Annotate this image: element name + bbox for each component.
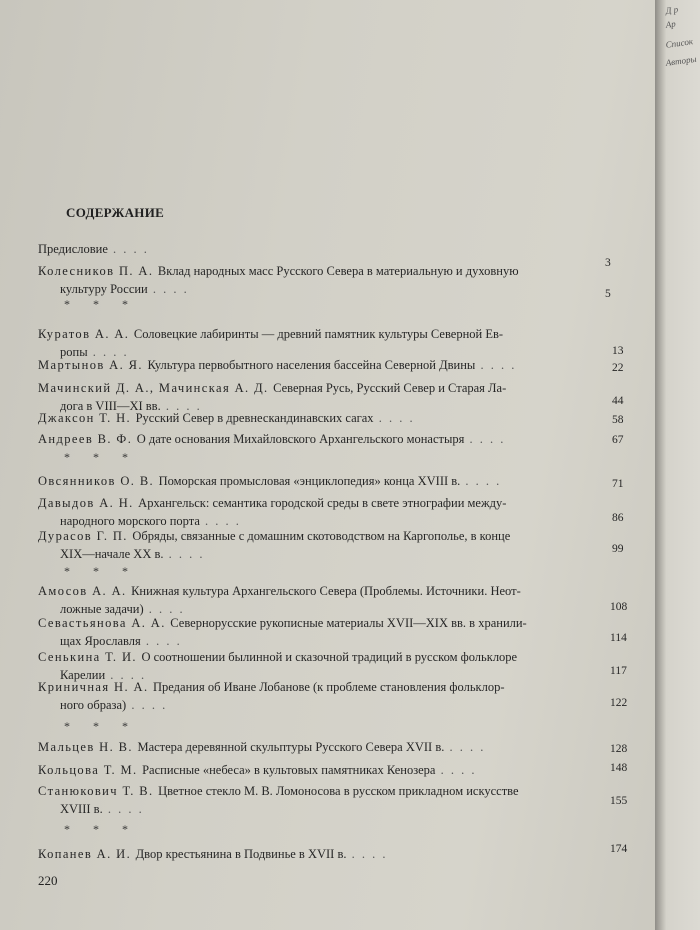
toc-author: Куратов А. А. <box>38 327 134 341</box>
next-page-edge <box>655 0 700 930</box>
toc-title-line: Соловецкие лабиринты — древний памятник культуры Северной Ев- <box>133 327 504 341</box>
toc-entry <box>38 494 618 530</box>
toc-author: Мачинский Д. А., Мачинская А. Д. <box>38 381 274 395</box>
toc-title-line: Поморская промысловая «энциклопедия» конца XVIII в. <box>158 474 461 488</box>
toc-page-number: 155 <box>610 795 628 807</box>
section-separator: * * * <box>64 297 138 311</box>
section-separator: * * * <box>64 450 138 464</box>
toc-page-number: 114 <box>610 632 627 644</box>
toc-page-number: 3 <box>605 257 611 269</box>
toc-title-line: дога в VIII—XI вв. <box>60 399 161 413</box>
leader-dots: . . . . <box>87 345 129 359</box>
toc-entry <box>38 356 618 374</box>
toc-entry <box>38 262 618 298</box>
toc-title-line: народного морского порта <box>60 514 200 528</box>
toc-page-number: 128 <box>610 743 628 755</box>
toc-title-line: Предания об Иване Лобанове (к проблеме становления фольклор- <box>153 680 505 694</box>
toc-title-line: О дате основания Михайловского Архангельского монастыря <box>136 432 465 446</box>
next-page-text: Д р <box>665 4 679 16</box>
toc-title-line: Мастера деревянной скульптуры Русского Севера XVII в. <box>137 740 445 754</box>
toc-page-number: 22 <box>612 362 624 374</box>
toc-title-line: Культура первобытного населения бассейна Северной Двины <box>147 358 476 372</box>
toc-entry <box>38 782 618 818</box>
toc-title-line: щах Ярославля <box>60 634 141 648</box>
toc-title-line: XIX—начале XX в. <box>60 547 164 561</box>
toc-author: Сенькина Т. И. <box>38 650 142 664</box>
toc-page-number: 86 <box>612 512 624 524</box>
toc-entry <box>38 409 618 427</box>
toc-page-number: 44 <box>612 395 624 407</box>
leader-dots: . . . . <box>163 547 205 561</box>
leader-dots: . . . . <box>346 847 388 861</box>
toc-author: Давыдов А. Н. <box>38 496 139 510</box>
toc-author: Кольцова Т. М. <box>38 763 143 777</box>
toc-author: Дурасов Г. П. <box>38 529 133 543</box>
toc-page-number: 148 <box>610 762 628 774</box>
toc-title-line: ропы <box>60 345 88 359</box>
toc-page-number: 108 <box>610 601 628 613</box>
leader-dots: . . . . <box>107 242 149 256</box>
leader-dots: . . . . <box>444 740 486 754</box>
toc-entry <box>38 472 618 490</box>
toc-page-number: 13 <box>612 345 624 357</box>
toc-page-number: 67 <box>612 434 624 446</box>
toc-author: Колесников П. А. <box>38 264 158 278</box>
page-title: СОДЕРЖАНИЕ <box>66 205 165 220</box>
toc-title-line: Цветное стекло М. В. Ломоносова в русском прикладном искусстве <box>158 784 519 798</box>
toc-title-line: Севернорусские рукописные материалы XVII—XIX вв. в хранили- <box>170 616 527 630</box>
leader-dots: . . . . <box>102 802 144 816</box>
toc-title-line: Архангельск: семантика городской среды в свете этнографии между- <box>138 496 507 510</box>
toc-entry <box>38 582 618 618</box>
toc-entry <box>38 614 618 650</box>
toc-entry <box>38 240 618 258</box>
toc-title-line: Вклад народных масс Русского Севера в материальную и духовную <box>157 264 519 278</box>
toc-page-number: 174 <box>610 843 628 855</box>
toc-page-number: 58 <box>612 414 624 426</box>
leader-dots: . . . . <box>435 763 477 777</box>
toc-page-number: 5 <box>605 288 611 300</box>
leader-dots: . . . . <box>140 634 182 648</box>
toc-title-line: Северная Русь, Русский Север и Старая Ла- <box>273 381 507 395</box>
toc-title-line: ного образа) <box>60 698 127 712</box>
leader-dots: . . . . <box>373 411 415 425</box>
leader-dots: . . . . <box>126 698 168 712</box>
toc-entry <box>38 527 618 563</box>
toc-author: Севастьянова А. А. <box>38 616 171 630</box>
toc-author: Джаксон Т. Н. <box>38 411 136 425</box>
toc-entry <box>38 845 618 863</box>
leader-dots: . . . . <box>160 399 202 413</box>
toc-title-line: ложные задачи) <box>60 602 144 616</box>
toc-title-line: Двор крестьянина в Подвинье в XVII в. <box>135 847 347 861</box>
toc-title-line: культуру России <box>60 282 148 296</box>
section-separator: * * * <box>64 719 138 733</box>
toc-author: Андреев В. Ф. <box>38 432 137 446</box>
toc-page-number: 99 <box>612 543 624 555</box>
section-separator: * * * <box>64 822 138 836</box>
leader-dots: . . . . <box>147 282 189 296</box>
leader-dots: . . . . <box>105 668 147 682</box>
next-page-text: Авторы <box>665 53 698 68</box>
leader-dots: . . . . <box>464 432 506 446</box>
toc-entry <box>38 761 618 779</box>
toc-author: Станюкович Т. В. <box>38 784 159 798</box>
section-separator: * * * <box>64 564 138 578</box>
leader-dots: . . . . <box>199 514 241 528</box>
toc-title-line: Книжная культура Архангельского Севера (Проблемы. Источники. Неот- <box>131 584 521 598</box>
toc-title-line: Обряды, связанные с домашним скотоводством на Каргополье, в конце <box>132 529 511 543</box>
toc-author: Мальцев Н. В. <box>38 740 138 754</box>
leader-dots: . . . . <box>460 474 502 488</box>
toc-entry <box>38 430 618 448</box>
leader-dots: . . . . <box>143 602 185 616</box>
toc-page-number: 117 <box>610 665 627 677</box>
toc-title-line: Русский Север в древнескандинавских сагах <box>135 411 374 425</box>
toc-author: Амосов А. А. <box>38 584 132 598</box>
toc-author: Овсянников О. В. <box>38 474 159 488</box>
page-number: 220 <box>38 873 58 888</box>
toc-title-line: XVIII в. <box>60 802 103 816</box>
toc-entry <box>38 678 618 714</box>
next-page-text: Список <box>665 36 694 50</box>
toc-author: Копанев А. И. <box>38 847 136 861</box>
toc-title-line: Карелии <box>60 668 106 682</box>
next-page-text: Ар <box>665 18 677 30</box>
toc-page-number: 122 <box>610 697 628 709</box>
toc-title-line: Расписные «небеса» в культовых памятниках Кенозера <box>142 763 436 777</box>
leader-dots: . . . . <box>475 358 517 372</box>
toc-page-number: 71 <box>612 478 624 490</box>
toc-entry <box>38 738 618 756</box>
toc-author: Мартынов А. Я. <box>38 358 148 372</box>
toc-title-line: О соотношении былинной и сказочной традиций в русском фольклоре <box>141 650 518 664</box>
toc-title-line: Предисловие <box>38 242 108 256</box>
toc-author: Криничная Н. А. <box>38 680 154 694</box>
